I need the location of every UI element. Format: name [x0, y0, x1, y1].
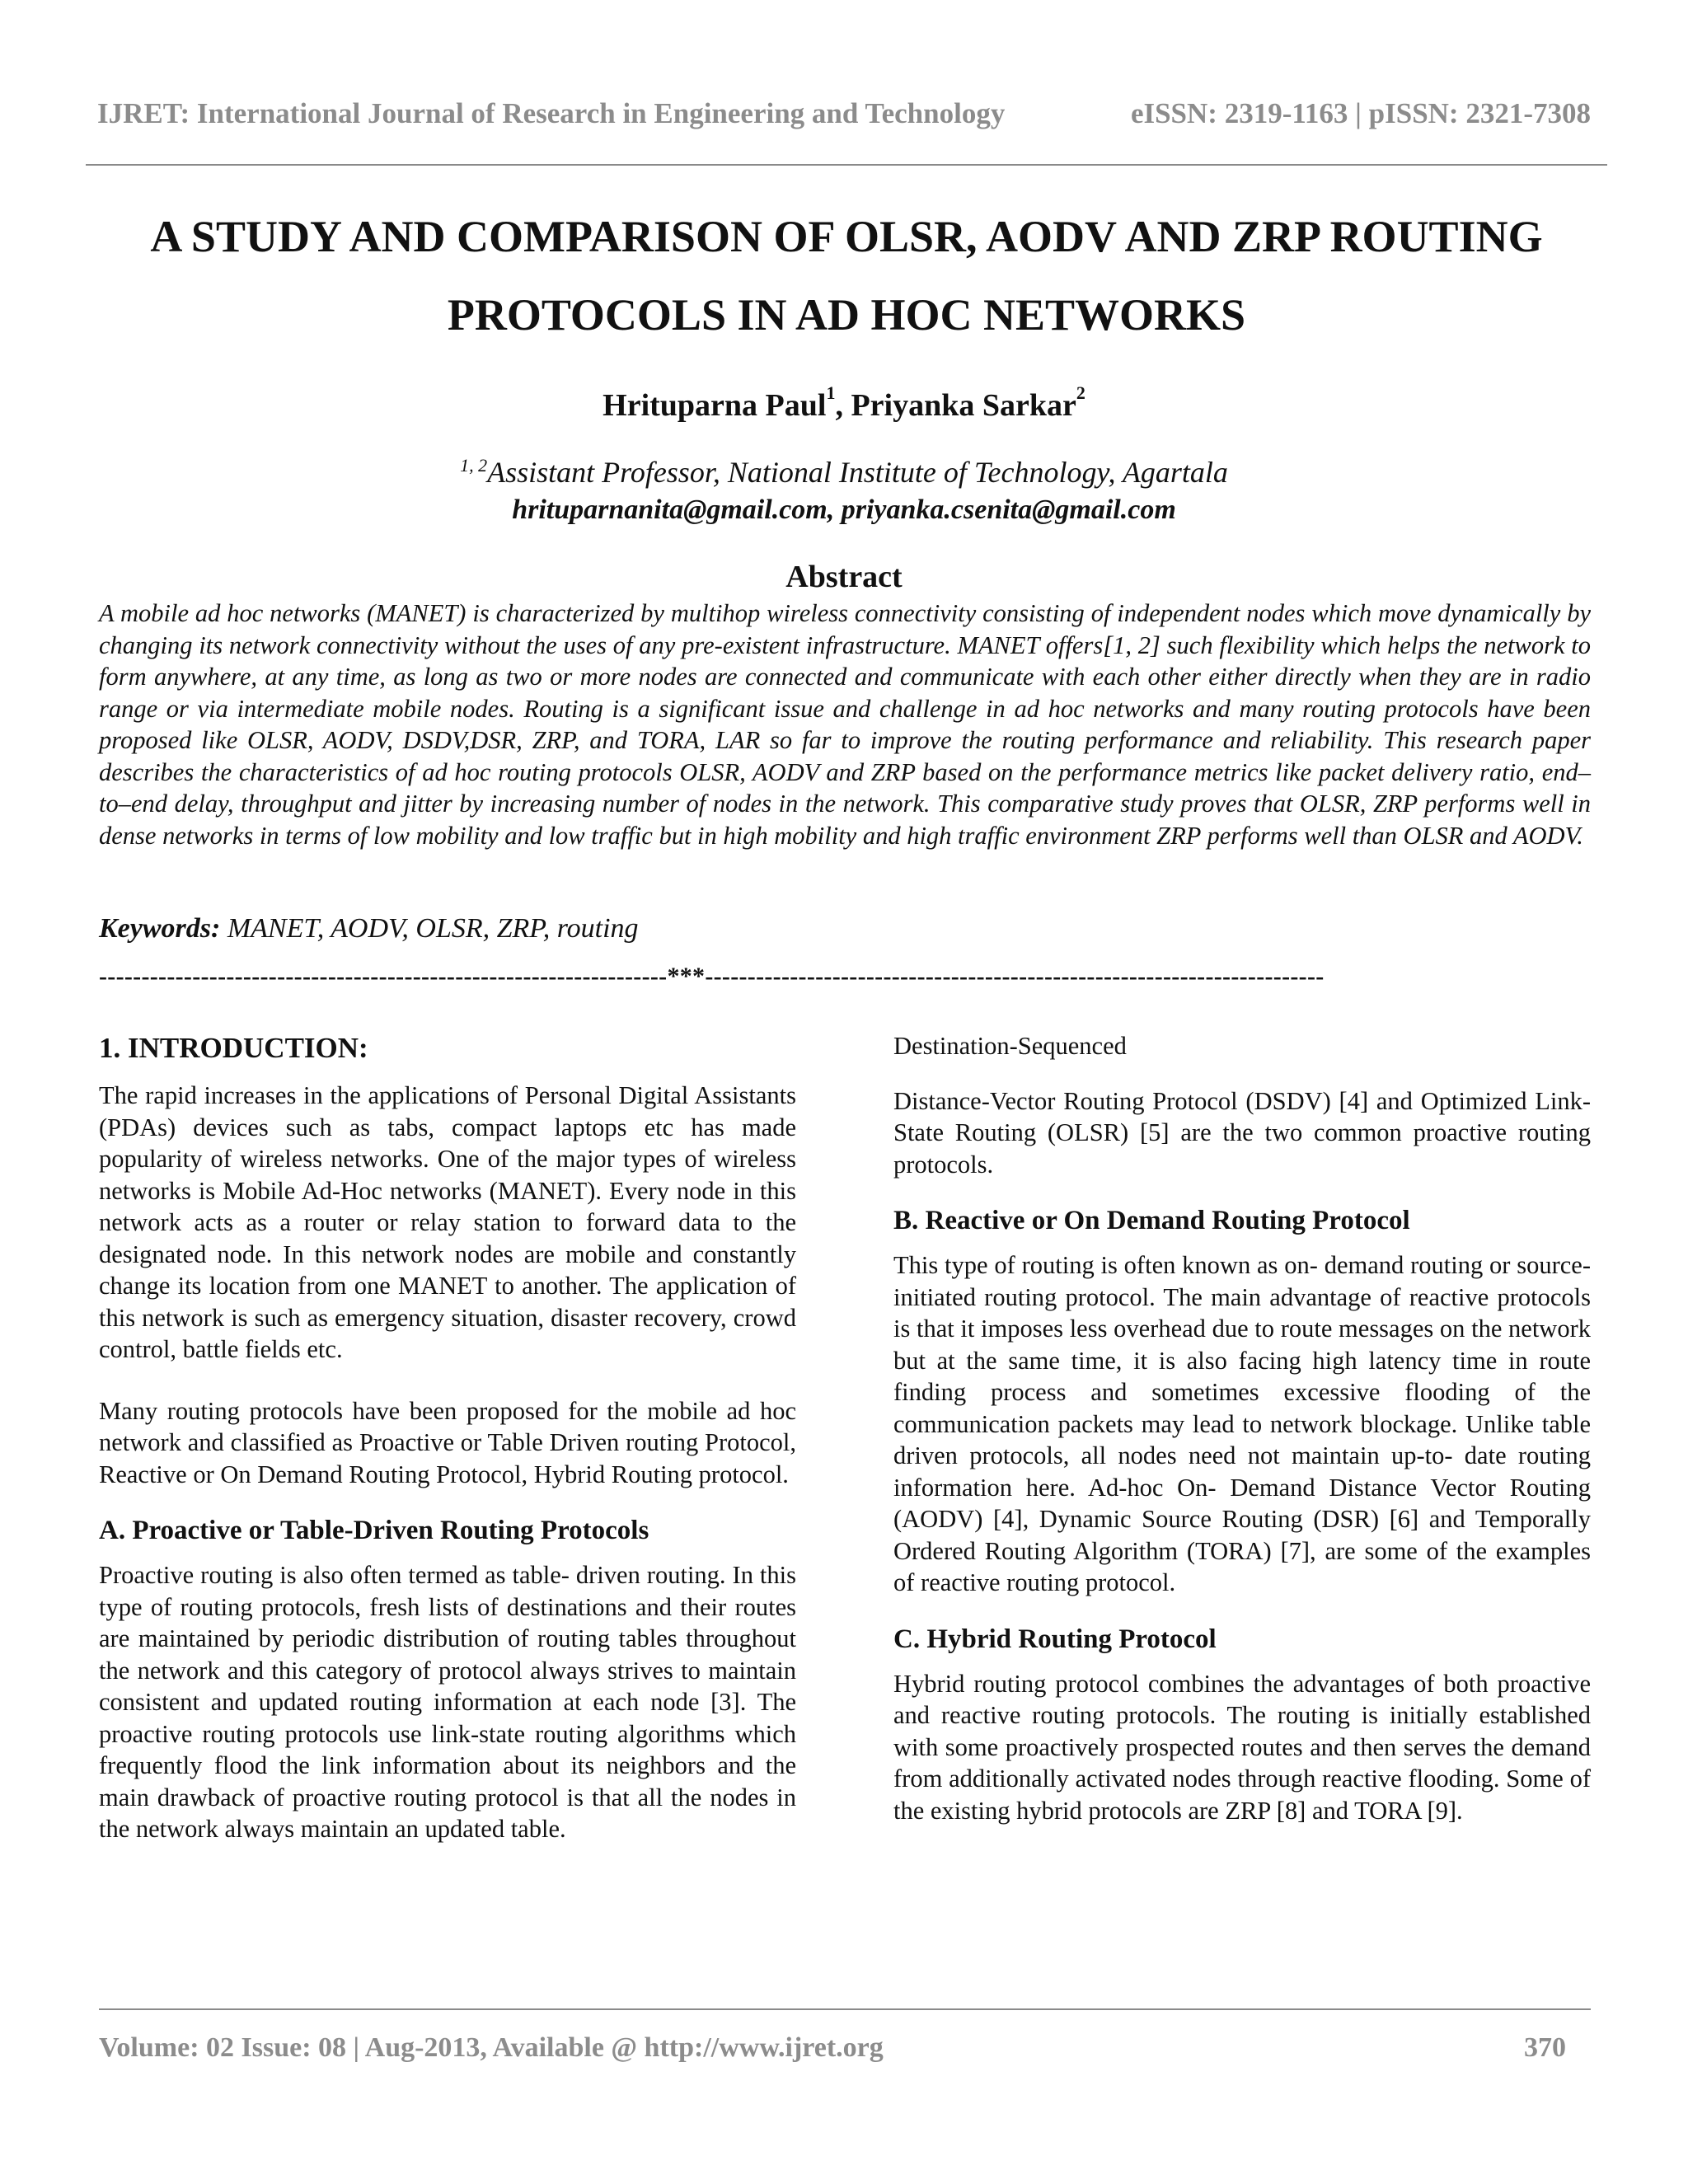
right-column: [893, 1030, 1591, 1856]
continued-paragraph: Distance-Vector Routing Protocol (DSDV) [4] and Optimized Link-State Routing (OLSR) [5] are the two common proactive routing protocols.: [893, 1086, 1591, 1179]
keywords-label: Keywords:: [99, 913, 221, 944]
title-line-1: A STUDY AND COMPARISON OF OLSR, AODV AND ZRP ROUTING: [150, 212, 1543, 261]
section-a-heading: A. Proactive or Table-Driven Routing Protocols: [99, 1516, 649, 1545]
keywords-line: [99, 913, 1591, 944]
affiliation-sup: 1, 2: [460, 455, 488, 476]
section-b-heading: B. Reactive or On Demand Routing Protocol: [893, 1206, 1410, 1235]
author-2-name: Priyanka Sarkar: [851, 388, 1076, 423]
keywords-text: MANET, AODV, OLSR, ZRP, routing: [220, 913, 639, 944]
header-rule: [86, 164, 1607, 166]
page-header: [97, 97, 1591, 130]
affiliation-text: Assistant Professor, National Institute of Technology, Agartala: [487, 456, 1228, 489]
author-separator: ,: [835, 388, 851, 423]
section-separator: -------------------------------------------------------------------***-------------------------------------------------------------------------: [99, 963, 1325, 990]
journal-name: IJRET: International Journal of Research in Engineering and Technology: [97, 97, 1006, 129]
section-c-heading: C. Hybrid Routing Protocol: [893, 1624, 1217, 1654]
author-emails: hrituparnanita@gmail.com, priyanka.csenita@gmail.com: [512, 494, 1176, 525]
footer-rule: [99, 2008, 1591, 2010]
page-footer: [99, 2032, 1566, 2064]
abstract-text: A mobile ad hoc networks (MANET) is characterized by multihop wireless connectivity consisting of independent nodes which move dynamically by changing its network connectivity without the uses of any pre-existent infrastructure. MANET offers[1, 2] such flexibility which helps the network to form anywhere, at any time, as long as two or more nodes are connected and communicate with each other either directly when they are in radio range or via intermediate mobile nodes. Routing is a significant issue and challenge in ad hoc networks and many routing protocols have been proposed like OLSR, AODV, DSDV,DSR, ZRP, and TORA, LAR so far to improve the routing performance and reliability. This research paper describes the characteristics of ad hoc routing protocols OLSR, AODV and ZRP based on the performance metrics like packet delivery ratio, end–to–end delay, throughput and jitter by increasing number of nodes in the network. This comparative study proves that OLSR, ZRP performs well in dense networks in terms of low mobility and low traffic but in high mobility and high traffic environment ZRP performs well than OLSR and AODV.: [99, 599, 1591, 850]
introduction-paragraph-1: The rapid increases in the applications of Personal Digital Assistants (PDAs) devices such as tabs, compact laptops etc has made popularity of wireless networks. One of the major types of wireless networks is Mobile Ad-Hoc networks (MANET). Every node in this network acts as a router or relay station to forward data to the designated node. In this network nodes are mobile and constantly change its location from one MANET to another. The application of this network is such as emergency situation, disaster recovery, crowd control, battle fields etc.: [99, 1081, 796, 1363]
section-c-text: Hybrid routing protocol combines the advantages of both proactive and reactive routing protocols. The routing is initially established with some proactively prospected routes and then serves the demand from additionally activated nodes through reactive flooding. Some of the existing hybrid protocols are ZRP [8] and TORA [9].: [893, 1669, 1591, 1825]
affiliation: [0, 455, 1688, 490]
left-column: [99, 1030, 796, 1875]
section-a-text: Proactive routing is also often termed as table- driven routing. In this type of routing protocols, fresh lists of destinations and their routes are maintained by periodic distribution of routing tables throughout the network and this category of protocol always strives to maintain consistent and updated routing information at each node [3]. The proactive routing protocols use link-state routing algorithms which frequently flood the link information about its neighbors and the main drawback of proactive routing protocol is that all the nodes in the network always maintain an updated table.: [99, 1561, 796, 1843]
abstract-heading: Abstract: [785, 560, 903, 594]
introduction-paragraph-2: Many routing protocols have been proposed for the mobile ad hoc network and classified as Proactive or Table Driven routing Protocol, Reactive or On Demand Routing Protocol, Hybrid Routing protocol.: [99, 1396, 796, 1488]
author-list: [0, 382, 1688, 424]
paper-title: [86, 198, 1607, 354]
author-2-sup: 2: [1076, 382, 1085, 404]
title-line-2: PROTOCOLS IN AD HOC NETWORKS: [447, 290, 1246, 340]
section-b-text: This type of routing is often known as on- demand routing or source-initiated routing protocol. The main advantage of reactive protocols is that it imposes less overhead due to route messages on the network but at the same time, it is also facing high latency time in route finding process and sometimes excessive flooding of the communication packets may lead to network blockage. Unlike table driven protocols, all nodes need not maintain up-to- date routing information here. Ad-hoc On- Demand Distance Vector Routing (AODV) [4], Dynamic Source Routing (DSR) [6] and Temporally Ordered Routing Algorithm (TORA) [7], are some of the examples of reactive routing protocol.: [893, 1251, 1591, 1596]
page-number: 370: [1524, 2032, 1566, 2063]
introduction-heading: 1. INTRODUCTION:: [99, 1032, 368, 1064]
continued-line: Destination-Sequenced: [893, 1032, 1127, 1060]
volume-info: Volume: 02 Issue: 08 | Aug-2013, Available @ http://www.ijret.org: [99, 2032, 884, 2063]
author-1-sup: 1: [826, 382, 836, 404]
issn-info: eISSN: 2319-1163 | pISSN: 2321-7308: [1130, 97, 1591, 129]
author-1-name: Hrituparna Paul: [603, 388, 827, 423]
